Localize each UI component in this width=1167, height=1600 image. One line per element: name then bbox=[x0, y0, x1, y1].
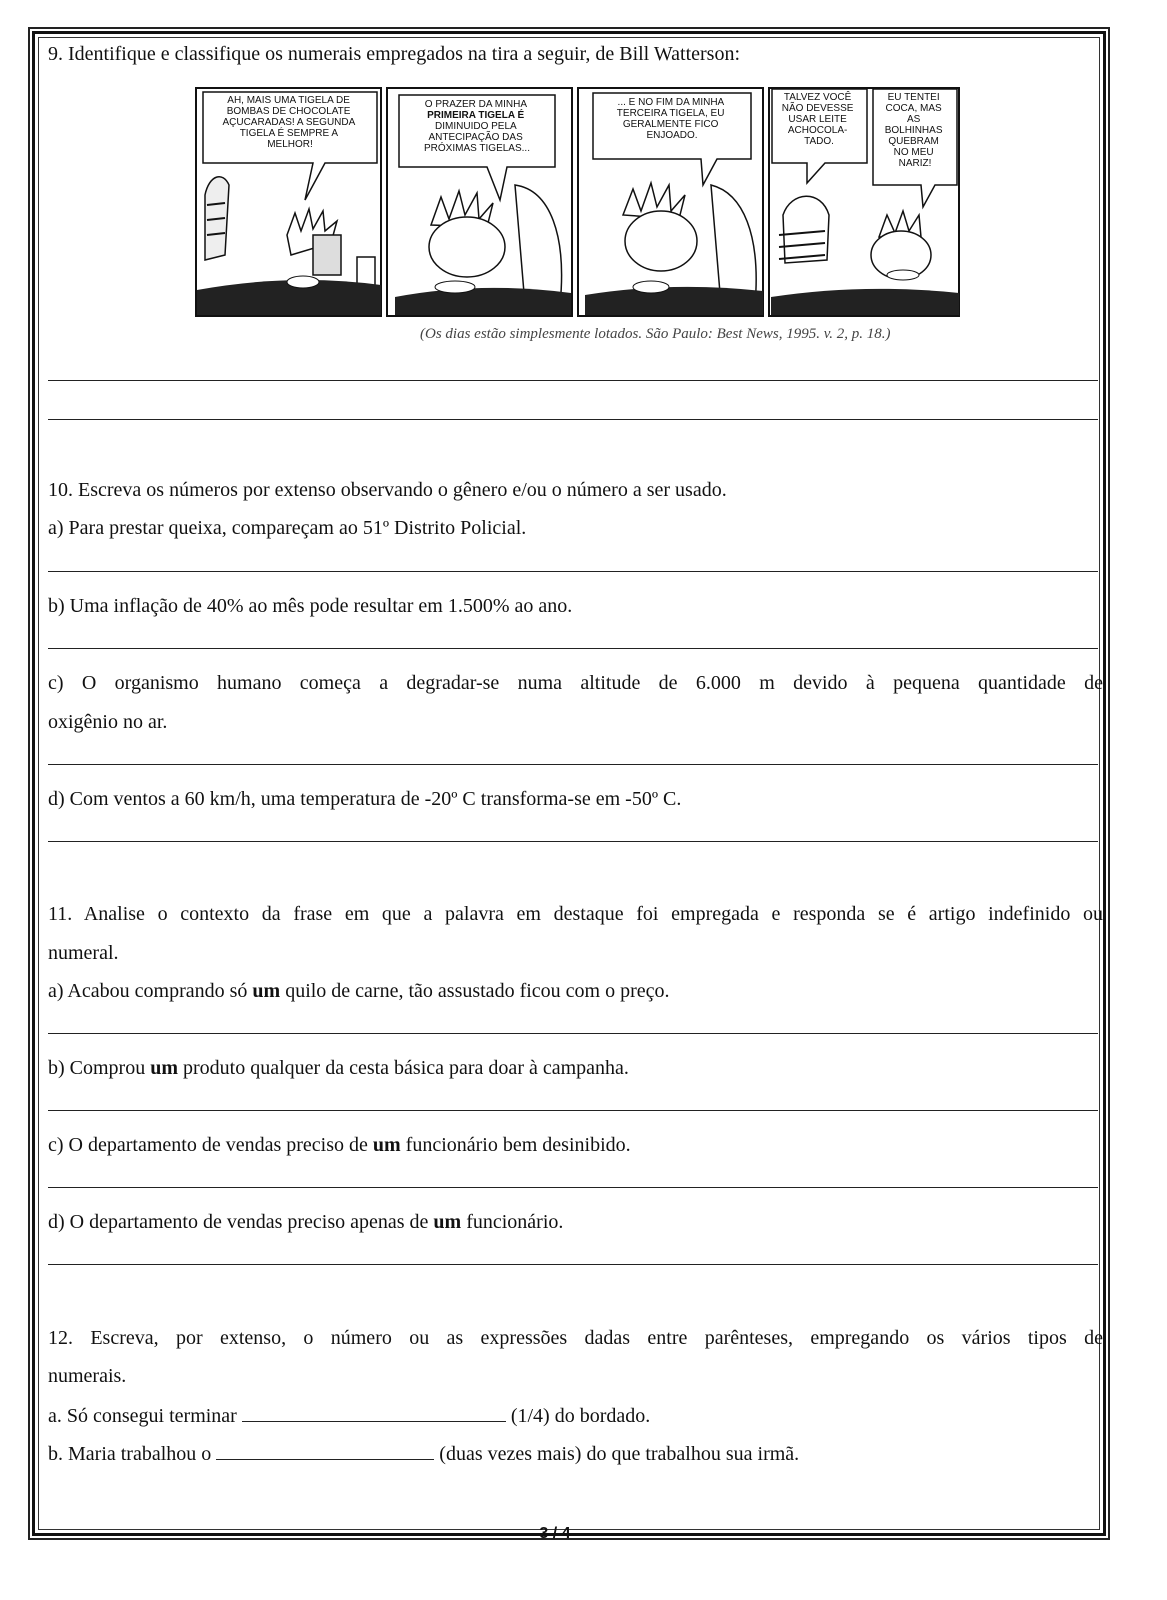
q10-title: 10. Escreva os números por extenso observando o gênero e/ou o número a ser usado. bbox=[48, 479, 727, 501]
comic-panel-1 bbox=[196, 88, 381, 316]
panel1-line2: BOMBAS DE CHOCOLATE bbox=[226, 106, 351, 117]
q11-d-pre: d) O departamento de vendas preciso apenas de bbox=[48, 1211, 434, 1233]
panel4a-line5: TADO. bbox=[804, 136, 834, 147]
panel4b-line5: QUEBRAM bbox=[888, 136, 939, 147]
q11-a bbox=[48, 979, 1103, 1003]
comic-panel-2 bbox=[387, 88, 572, 316]
panel3-line4: ENJOADO. bbox=[646, 130, 698, 141]
q12-a-pre: a. Só consegui terminar bbox=[48, 1405, 242, 1427]
panel4a-line1: TALVEZ VOCÊ bbox=[783, 92, 852, 103]
q11-d-highlight: um bbox=[433, 1211, 462, 1233]
comic-panel-3 bbox=[578, 88, 763, 316]
answer-line-q10-d[interactable] bbox=[48, 841, 1098, 842]
q11-a-highlight: um bbox=[252, 980, 281, 1002]
q11-title-line1: 11. Analise o contexto da frase em que a palavra em destaque foi empregada e responda se é artigo indefinido ou bbox=[48, 903, 1103, 925]
panel4b-line1: EU TENTEI bbox=[887, 92, 940, 103]
svg-text:O PRAZER DA MINHA PRIM bbox=[424, 99, 530, 154]
answer-line-q11-b[interactable] bbox=[48, 1110, 1098, 1111]
panel4a-line3: USAR LEITE bbox=[788, 114, 847, 125]
panel1-line4: TIGELA É SEMPRE A bbox=[239, 128, 338, 139]
q11-d bbox=[48, 1210, 1103, 1234]
panel1-line1: AH, MAIS UMA TIGELA DE bbox=[227, 95, 350, 106]
panel2-line3: DIMINUIDO PELA bbox=[435, 121, 517, 132]
answer-line-q11-c[interactable] bbox=[48, 1187, 1098, 1188]
q9-title: 9. Identifique e classifique os numerais empregados na tira a seguir, de Bill Watterson: bbox=[48, 43, 741, 65]
q12-a bbox=[48, 1403, 1103, 1428]
answer-line-q10-a[interactable] bbox=[48, 571, 1098, 572]
panel2-line2: PRIMEIRA TIGELA É bbox=[427, 110, 525, 121]
panel2-line5: PRÓXIMAS TIGELAS... bbox=[424, 143, 530, 154]
q10-c-line1: c) O organismo humano começa a degradar-se numa altitude de 6.000 m devido à pequena quantidade de bbox=[48, 672, 1103, 694]
q11-c-highlight: um bbox=[372, 1134, 401, 1156]
panel2-line1: O PRAZER DA MINHA bbox=[424, 99, 527, 110]
q11-b bbox=[48, 1056, 1103, 1080]
comic-strip bbox=[195, 85, 965, 320]
panel4b-line4: BOLHINHAS bbox=[884, 125, 943, 136]
answer-line-q11-d[interactable] bbox=[48, 1264, 1098, 1265]
q12-b bbox=[48, 1441, 1103, 1466]
answer-line-q10-c[interactable] bbox=[48, 764, 1098, 765]
q12-title-line1: 12. Escreva, por extenso, o número ou as expressões dadas entre parênteses, empregando os vários tipos de bbox=[48, 1327, 1103, 1349]
q10-b: b) Uma inflação de 40% ao mês pode resultar em 1.500% ao ano. bbox=[48, 595, 573, 617]
panel1-line5: MELHOR! bbox=[267, 139, 313, 150]
q11-d-post: funcionário. bbox=[461, 1211, 564, 1233]
panel4b-line2: COCA, MAS bbox=[885, 103, 942, 114]
q12-b-blank[interactable] bbox=[216, 1441, 434, 1460]
q11-b-pre: b) Comprou bbox=[48, 1057, 151, 1079]
q12-b-post: (duas vezes mais) do que trabalhou sua irmã. bbox=[434, 1443, 800, 1465]
answer-line-q10-b[interactable] bbox=[48, 648, 1098, 649]
answer-line-q9-1[interactable] bbox=[48, 380, 1098, 381]
q10-c-line2: oxigênio no ar. bbox=[48, 711, 168, 733]
panel4b-line6: NO MEU bbox=[893, 147, 934, 158]
q11-c-post: funcionário bem desinibido. bbox=[400, 1134, 631, 1156]
panel1-line3: AÇUCARADAS! A SEGUNDA bbox=[222, 117, 355, 128]
q12-a-blank[interactable] bbox=[242, 1403, 506, 1422]
page-number: 3 / 4 bbox=[539, 1525, 571, 1542]
q11-a-pre: a) Acabou comprando só bbox=[48, 980, 253, 1002]
panel2-line4: ANTECIPAÇÃO DAS bbox=[428, 132, 523, 143]
q11-title-line2: numeral. bbox=[48, 942, 119, 964]
q11-c bbox=[48, 1133, 1103, 1157]
q11-a-post: quilo de carne, tão assustado ficou com o preço. bbox=[280, 980, 670, 1002]
q10-a: a) Para prestar queixa, compareçam ao 51º Distrito Policial. bbox=[48, 517, 527, 539]
comic-credit: (Os dias estão simplesmente lotados. São Paulo: Best News, 1995. v. 2, p. 18.) bbox=[420, 326, 891, 342]
answer-line-q11-a[interactable] bbox=[48, 1033, 1098, 1034]
panel3-line1: ... E NO FIM DA MINHA bbox=[617, 97, 724, 108]
panel4b-line7: NARIZ! bbox=[898, 158, 932, 169]
comic-panel-4 bbox=[769, 88, 959, 316]
q11-c-pre: c) O departamento de vendas preciso de bbox=[48, 1134, 373, 1156]
panel4a-line2: NÃO DEVESSE bbox=[781, 103, 854, 114]
answer-line-q9-2[interactable] bbox=[48, 419, 1098, 420]
q10-d: d) Com ventos a 60 km/h, uma temperatura de -20º C transforma-se em -50º C. bbox=[48, 788, 682, 810]
panel3-line3: GERALMENTE FICO bbox=[622, 119, 719, 130]
q12-a-post: (1/4) do bordado. bbox=[505, 1405, 651, 1427]
svg-text:EU TENTEI COCA, MAS bbox=[885, 92, 946, 169]
panel4b-line3: AS bbox=[906, 114, 921, 125]
q12-title-line2: numerais. bbox=[48, 1365, 127, 1387]
q11-b-highlight: um bbox=[150, 1057, 179, 1079]
q11-b-post: produto qualquer da cesta básica para doar à campanha. bbox=[178, 1057, 629, 1079]
panel4a-line4: ACHOCOLA- bbox=[787, 125, 848, 136]
q12-b-pre: b. Maria trabalhou o bbox=[48, 1443, 217, 1465]
panel3-line2: TERCEIRA TIGELA, EU bbox=[616, 108, 725, 119]
